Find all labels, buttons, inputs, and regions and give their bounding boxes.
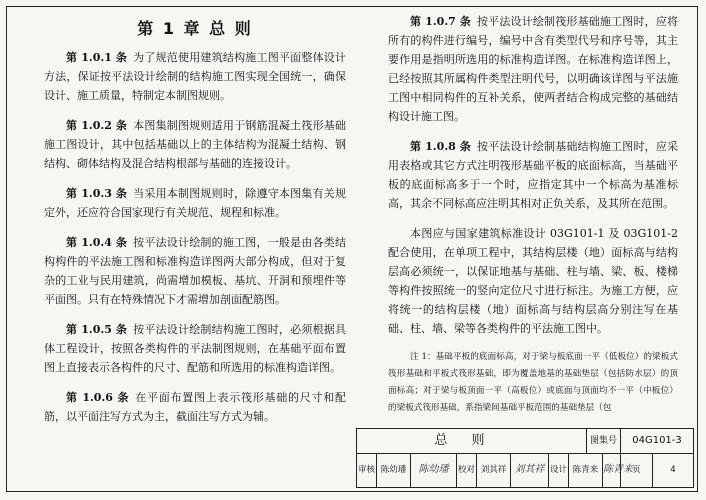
designer-signature: 陈青来 [603, 453, 621, 487]
article-text: 按平法设计绘制基础结构施工图时，应采用表格或其它方式注明筏形基础平板的底面标高，当基础平板的底面标高多于一个时，应指定其中一个标高为基准标高，其余不同标高应注明其相对正负关系，及其所在范围。 [388, 140, 679, 210]
article-text: 为了规范使用建筑结构施工图平面整体设计方法，保证按平法设计绘制的结构施工图实现全国统一，确保设计、施工质量，特制定本制图规则。 [44, 51, 347, 102]
title-block [356, 428, 694, 488]
article-1-0-1 [44, 48, 346, 105]
article-1-0-6 [44, 388, 346, 426]
reviewer-name: 陈幼璠 [377, 453, 411, 487]
check-label: 校对 [457, 453, 477, 487]
article-1-0-5 [44, 320, 346, 377]
left-column [44, 12, 346, 437]
article-number: 第 1.0.1 条 [66, 51, 128, 64]
article-number: 第 1.0.2 条 [66, 119, 128, 132]
page-number: 4 [670, 465, 676, 475]
article-text: 在平面布置图上表示筏形基础的尺寸和配筋，以平面注写方式为主，截面注写方式为辅。 [44, 391, 347, 423]
article-number: 第 1.0.8 条 [410, 140, 471, 153]
article-1-0-7 [388, 12, 678, 126]
design-label: 设计 [549, 453, 569, 487]
right-column [388, 12, 678, 417]
article-text: 当采用本制图规则时，除遵守本图集有关规定外，还应符合国家现行有关规范、规程和标准。 [44, 187, 347, 219]
title-block-signatures [357, 453, 693, 487]
page-label: 页 [621, 453, 653, 487]
designer-name: 陈青来 [569, 453, 603, 487]
article-number: 第 1.0.7 条 [410, 15, 471, 28]
chapter-title: 第 1 章 总 则 [137, 19, 253, 38]
atlas-number: 04G101-3 [632, 435, 682, 446]
article-number: 第 1.0.5 条 [66, 323, 128, 336]
article-text: 按平法设计绘制的施工图，一般是由各类结构构件的平法施工图和标准构造详图两大部分构成，但对于复杂的工业与民用建筑，尚需增加模板、基坑、开洞和预埋件等平面图。只有在特殊情况下才需增加剖面配筋图。 [44, 236, 347, 306]
article-number: 第 1.0.6 条 [66, 391, 130, 404]
reviewer-signature: 陈幼璠 [411, 453, 457, 487]
article-number: 第 1.0.3 条 [66, 187, 128, 200]
title-block-header [357, 429, 693, 454]
article-text: 按平法设计绘制筏形基础施工图时，应将所有的构件进行编号，编号中含有类型代号和序号等，其主要作用是指明所选用的标准构造详图。在标准构造详图上，已经按照其所属构件类型注明代号，以明确该详图与平法施工图中相同构件的互补关系，使两者结合构成完整的基础结构设计施工图。 [388, 15, 679, 123]
article-number: 第 1.0.4 条 [66, 236, 128, 249]
note-1: 注 1：基础平板的底面标高，对于梁与板底面一平（低板位）的梁板式筏形基础和平板式筏形基础，即为覆盖地基的基础垫层（包括防水层）的顶面标高；对于梁与板顶面一平（高板位）或底面与顶面均不一平（中板位）的梁板式筏形基础，系指梁间基础平板范围的基础垫层（包 [388, 352, 678, 413]
checker-name: 刘其祥 [477, 453, 511, 487]
checker-signature: 刘其祥 [511, 453, 549, 487]
drawing-title: 总则 [357, 429, 587, 453]
article-1-0-3 [44, 184, 346, 222]
atlas-number-label: 图集号 [587, 429, 621, 453]
paragraph-usage: 本图应与国家建筑标准设计 03G101-1 及 03G101-2 配合使用，在单项工程中，其结构层楼（地）面标高与结构层高必须统一，以保证地基与基础、柱与墙、梁、板、楼梯等构件按照统一的竖向定位尺寸进行标注。为施工方便，应将统一的结构层楼（地）面标高与结构层高分别注写在基础、柱、墙、梁等各类构件的平法施工图中。 [388, 227, 678, 335]
article-text: 本图集制图规则适用于钢筋混凝土筏形基础施工图设计，其中包括基础以上的主体结构为混凝土结构、钢结构、砌体结构及混合结构根部与基础的连接设计。 [44, 119, 347, 170]
review-label: 审核 [357, 453, 377, 487]
article-1-0-4 [44, 233, 346, 309]
article-1-0-2 [44, 116, 346, 173]
article-1-0-8 [388, 137, 678, 213]
article-text: 按平法设计绘制结构施工图时，必须根据具体工程设计，按照各类构件的平法制图规则，在基础平面布置图上直接表示各构件的尺寸、配筋和所选用的标准构造详图。 [44, 323, 347, 374]
